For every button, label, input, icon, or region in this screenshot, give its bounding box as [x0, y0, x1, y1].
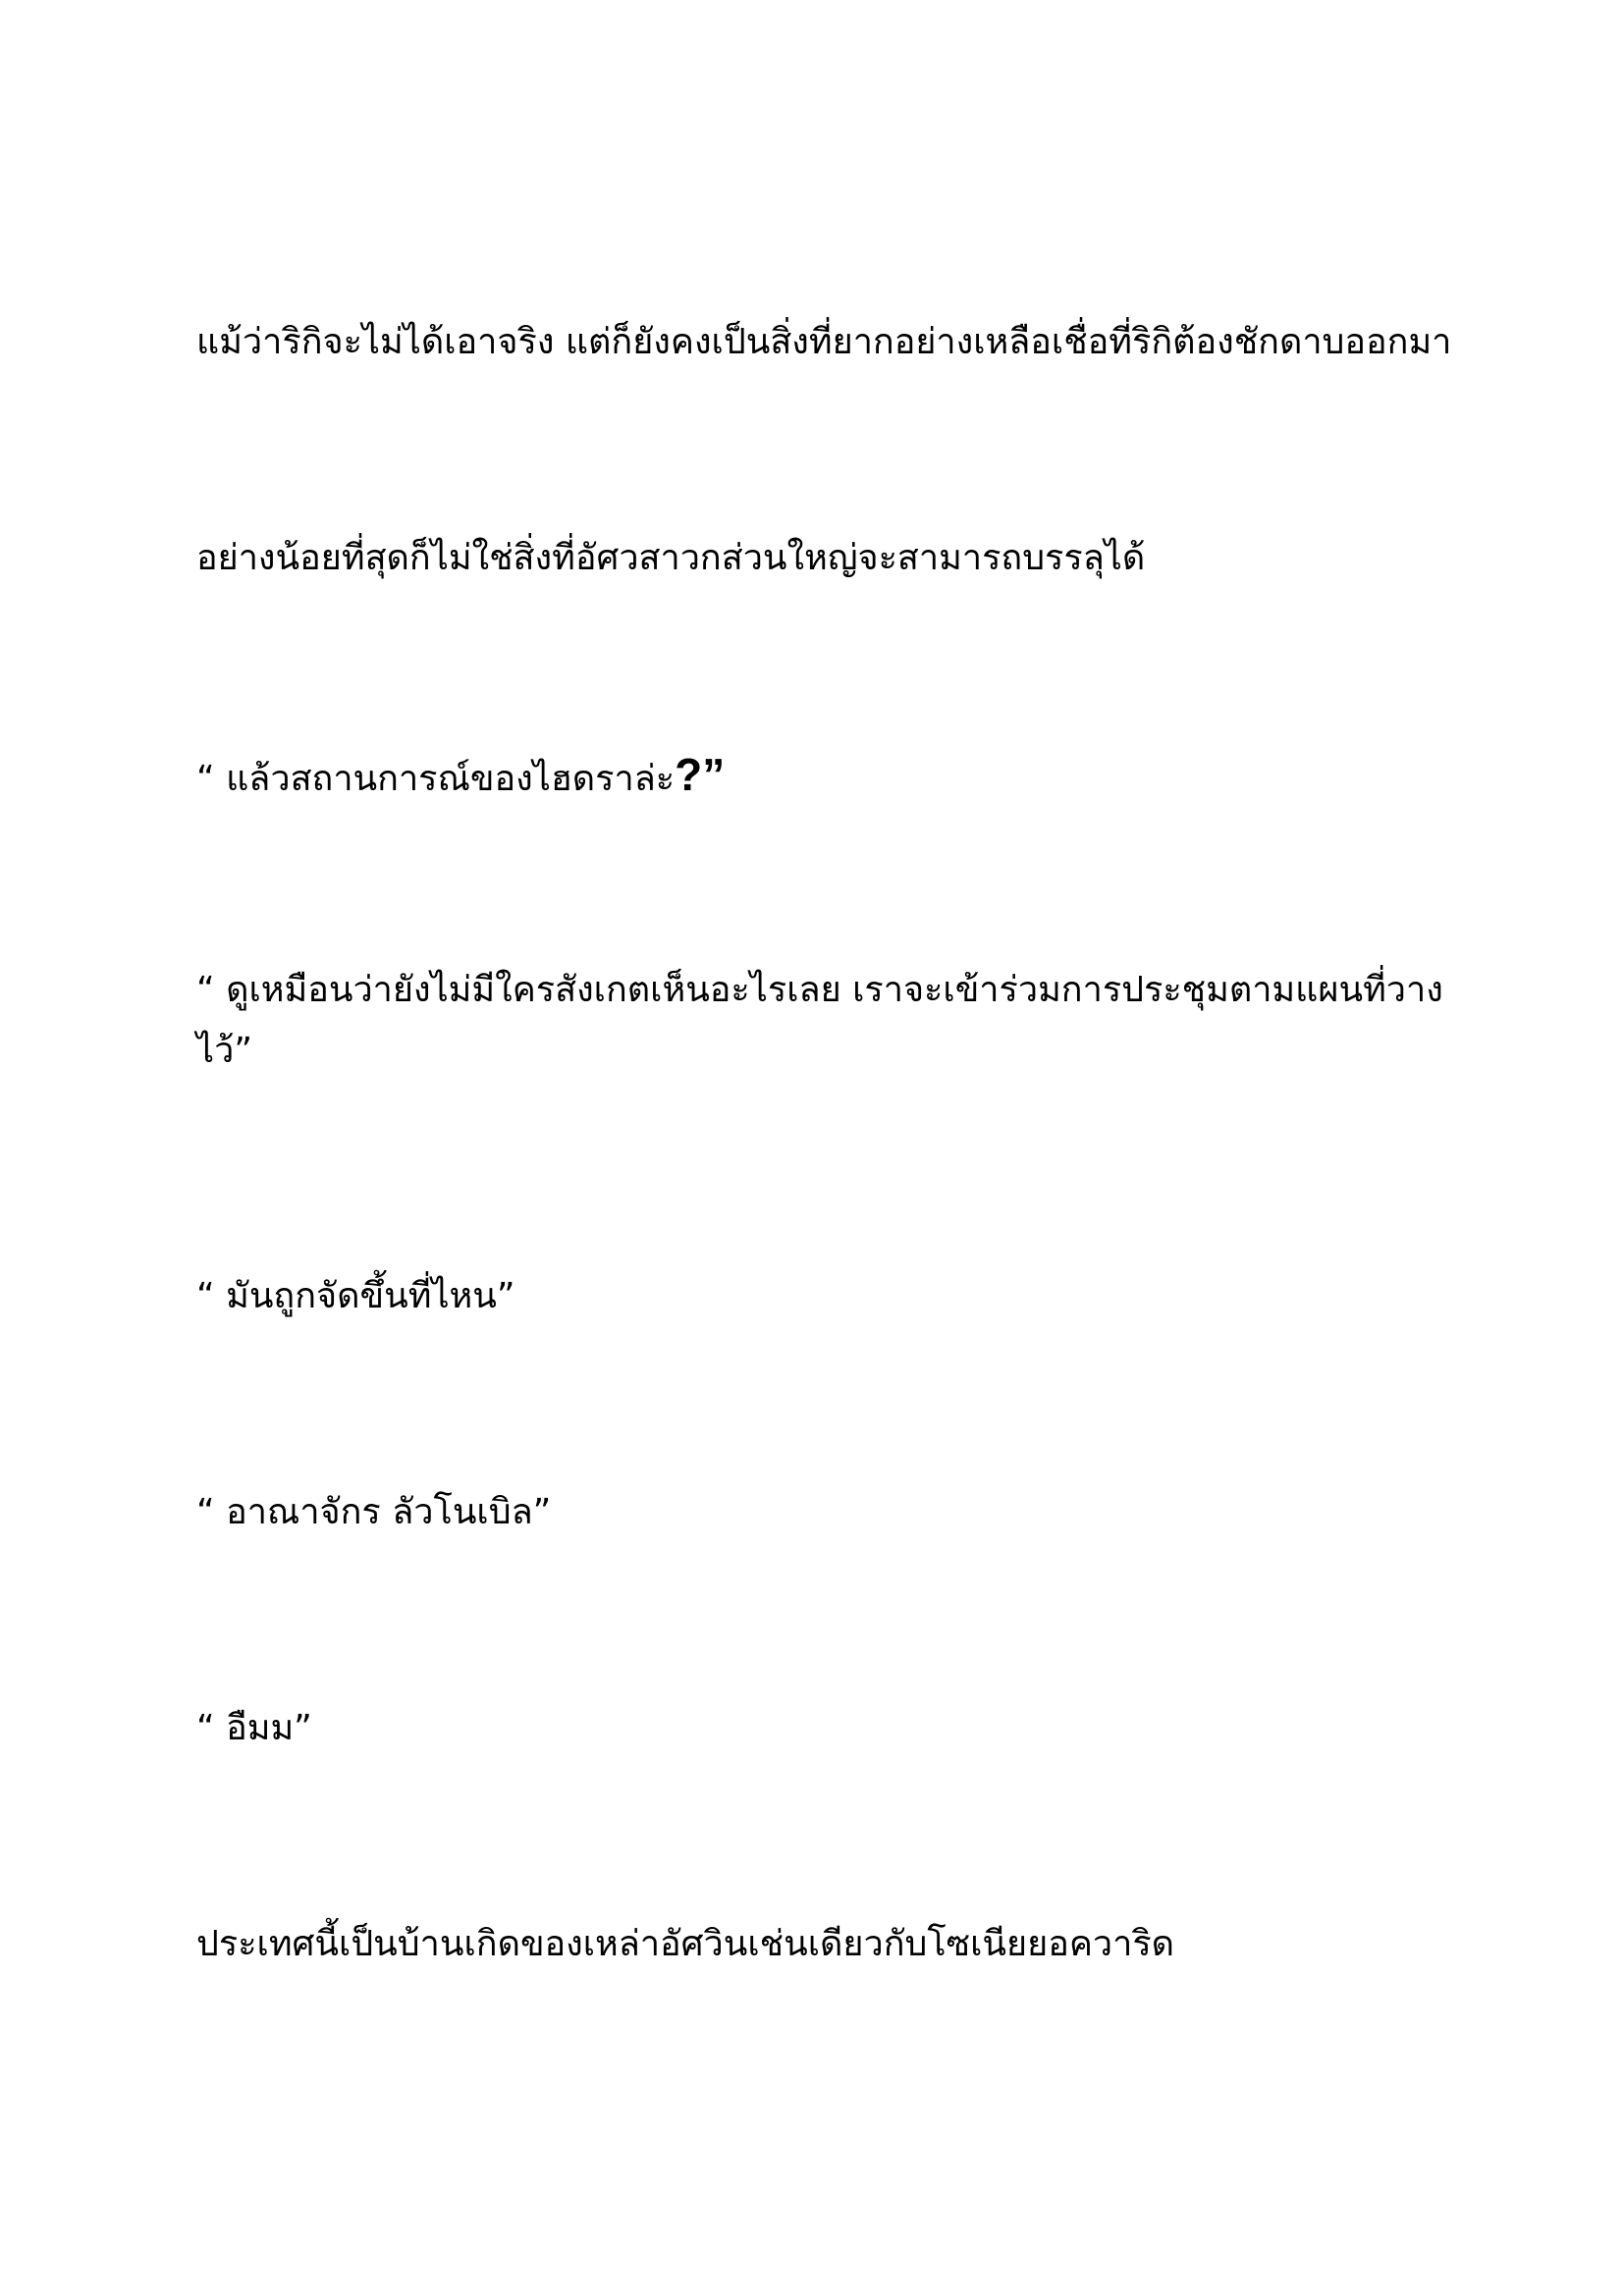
paragraph-7: “ อืมม” — [196, 1708, 312, 1748]
paragraph-4: “ ดูเหมือนว่ายังไม่มีใครสังเกตเห็นอะไรเลย เราจะเข้าร่วมการประชุมตามแผนที่วาง ไว้” — [196, 970, 1443, 1071]
paragraph-5: “ มันถูกจัดขึ้นที่ไหน” — [196, 1276, 515, 1316]
question-mark-quote: ?” — [675, 749, 726, 800]
paragraph-2: อย่างน้อยที่สุดก็ไม่ใช่สิ่งที่อัศวสาวกส่วนใหญ่จะสามารถบรรลุได้ — [196, 538, 1146, 578]
paragraph-6: “ อาณาจักร ลัวโนเบิล” — [196, 1492, 552, 1532]
paragraph-3-text: “ แล้วสถานการณ์ของไฮดราล่ะ — [196, 759, 676, 799]
paragraph-8: ประเทศนี้เป็นบ้านเกิดของเหล่าอัศวินเช่นเดียวกับโซเนียยอควาริด — [196, 1924, 1175, 1964]
paragraph-3 — [196, 744, 1443, 810]
paragraph-1: แม้ว่าริกิจะไม่ได้เอาจริง แต่ก็ยังคงเป็นสิ่งที่ยากอย่างเหลือเชื่อที่ริกิต้องชักดาบออกมา — [196, 322, 1452, 362]
